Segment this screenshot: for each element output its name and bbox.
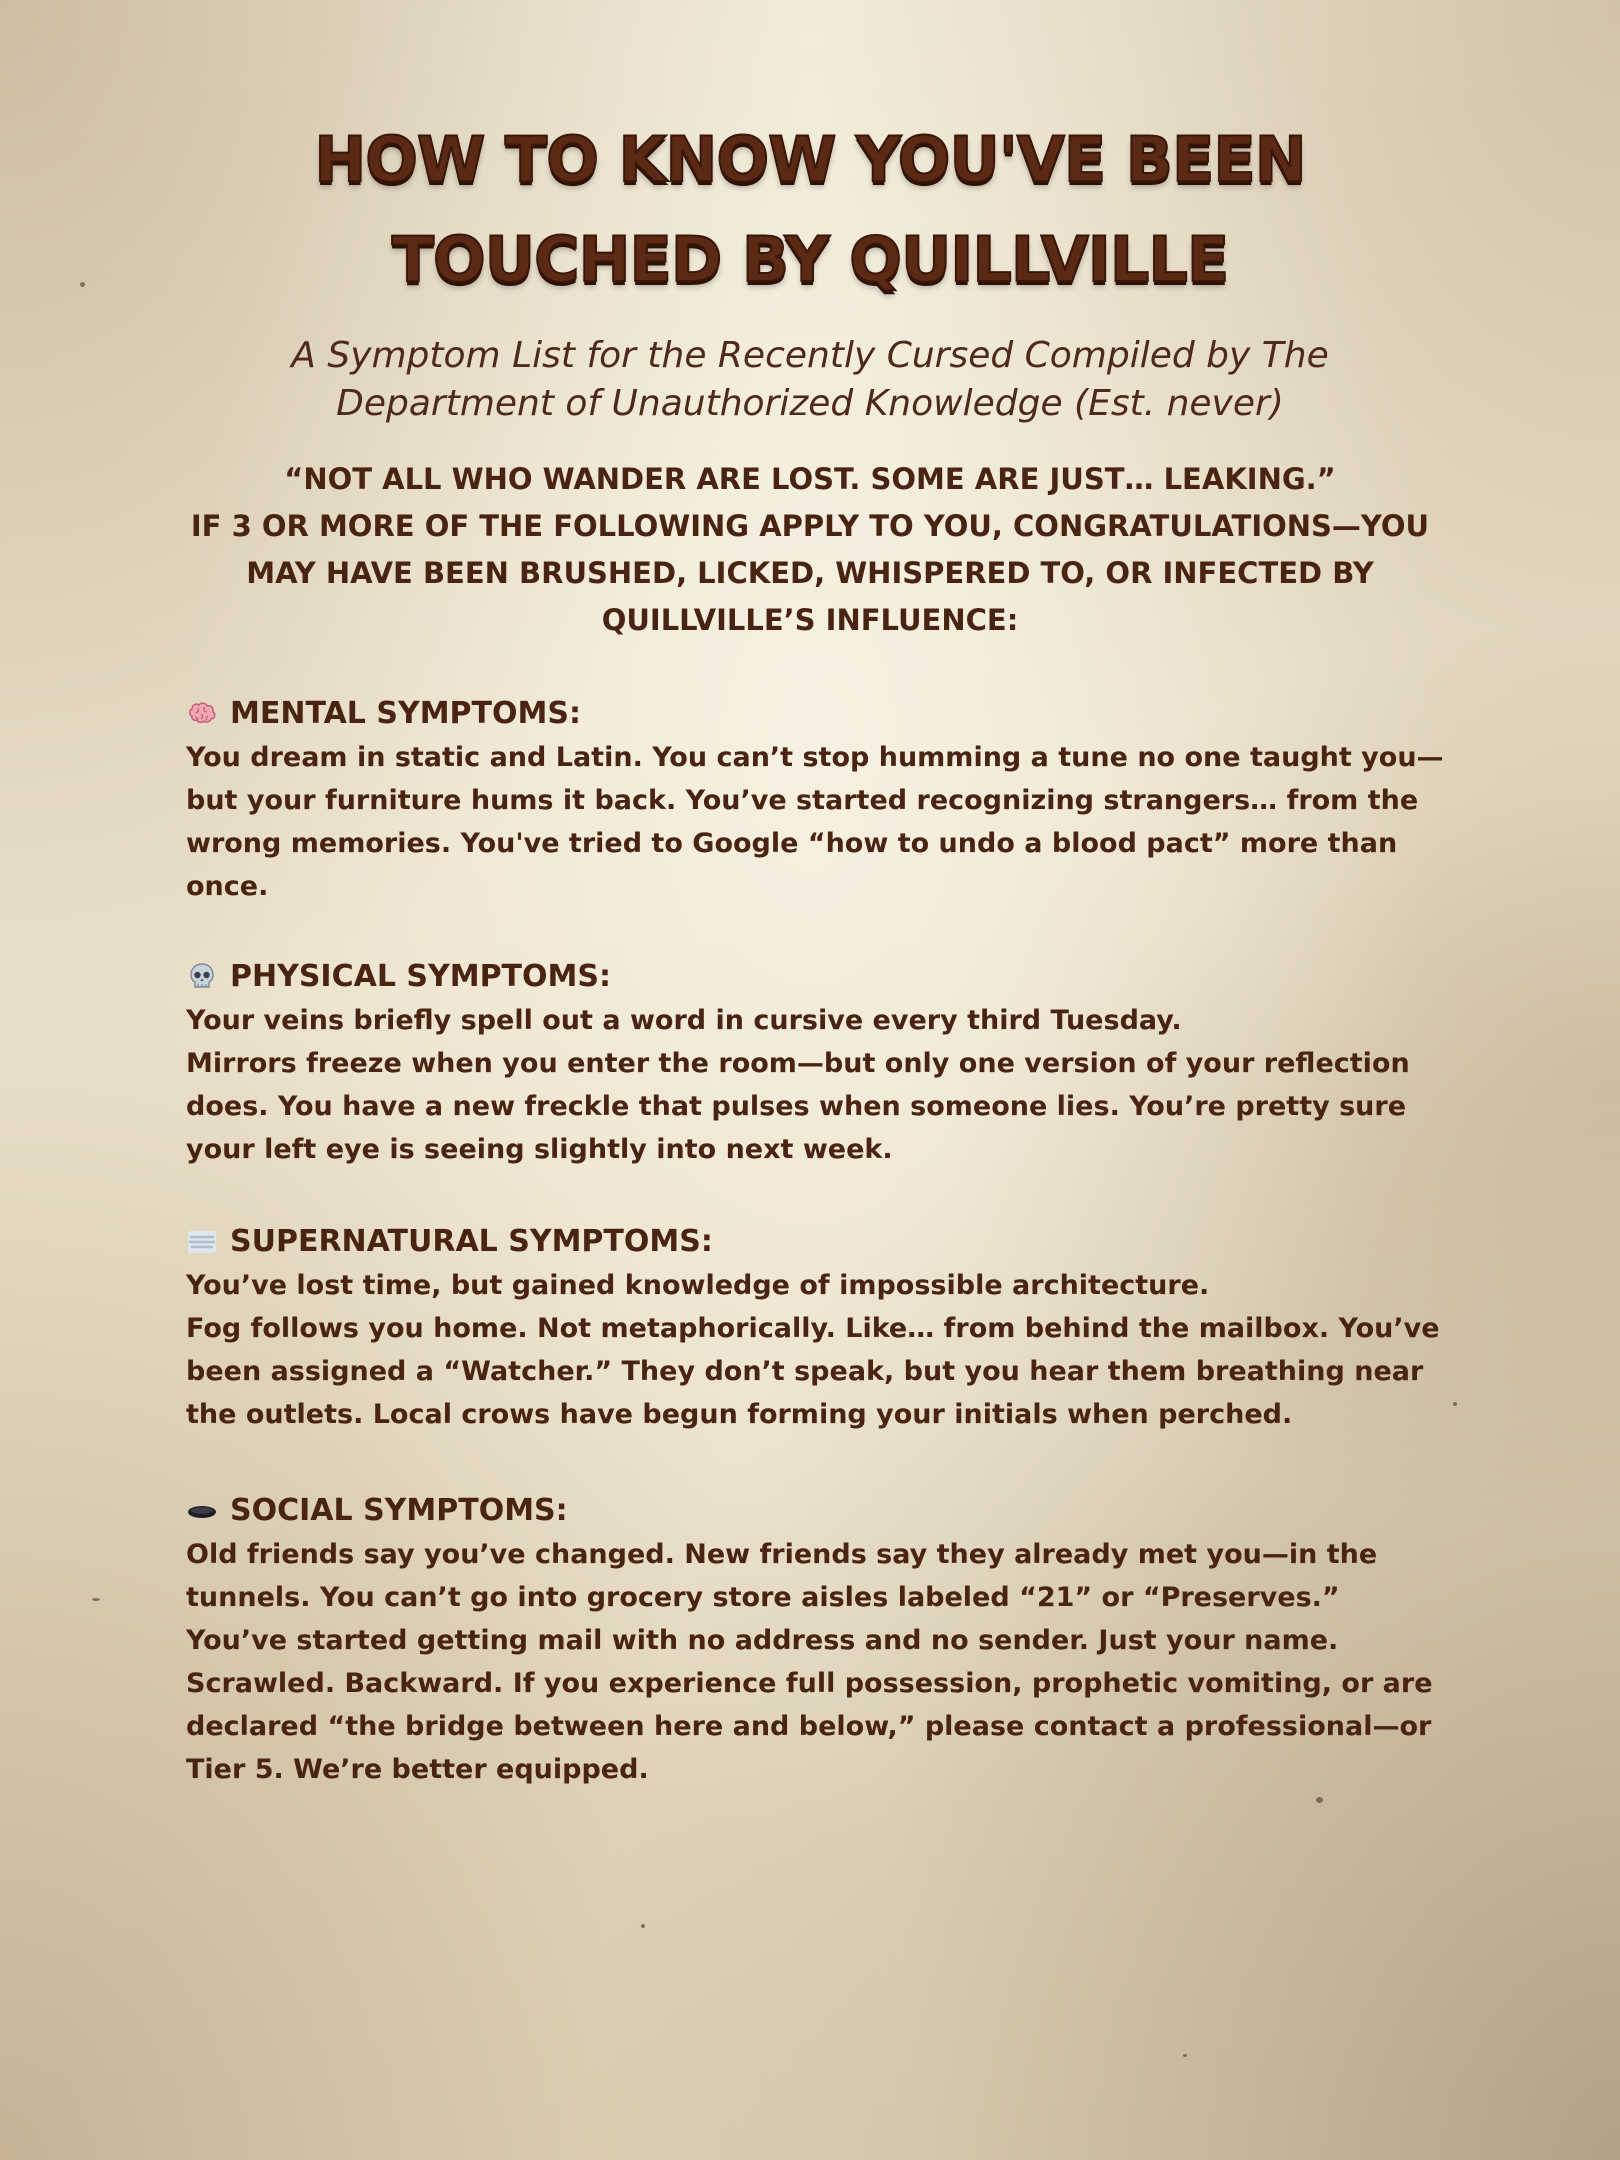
parchment-speck: [92, 1598, 100, 1601]
section-body: [186, 736, 1446, 908]
section-physical: [186, 955, 1446, 1171]
section-heading: [186, 692, 1446, 736]
section-heading-label: SOCIAL SYMPTOMS:: [230, 1493, 568, 1528]
section-heading-label: MENTAL SYMPTOMS:: [230, 696, 581, 731]
section-heading-label: SUPERNATURAL SYMPTOMS:: [230, 1224, 713, 1259]
title-line-2: TOUCHED BY QUILLVILLE: [391, 223, 1229, 296]
section-body: [186, 1264, 1446, 1436]
section-paragraph: Your veins briefly spell out a word in cursive every third Tuesday.: [186, 1005, 1182, 1036]
skull-icon: [186, 961, 218, 993]
parchment-speck: [1183, 2054, 1187, 2057]
section-heading: [186, 955, 1446, 999]
section-paragraph: Mirrors freeze when you enter the room—but only one version of your reflection does. You have a new freckle that pulses when someone lies. You’re pretty sure your left eye is seeing slightly into next week.: [186, 1048, 1410, 1165]
section-mental: [186, 692, 1446, 908]
section-paragraph: You dream in static and Latin. You can’t stop humming a tune no one taught you—but your furniture hums it back. You’ve started recognizing strangers… from the wrong memories. You've tried to Google “how to undo a blood pact” more than once.: [186, 742, 1444, 902]
parchment-speck: [1316, 1797, 1323, 1803]
section-paragraph: Old friends say you’ve changed. New friends say they already met you—in the tunnels. You can’t go into grocery store aisles labeled “21” or “Preserves.” You’ve started getting mail with no address and no sender. Just your name. Scrawled. Backward. If you experience full possession, prophetic vomiting, or are declared “the bridge between here and below,” please contact a professional—or Tier 5. We’re better equipped.: [186, 1539, 1433, 1785]
section-heading-label: PHYSICAL SYMPTOMS:: [230, 959, 611, 994]
fog-icon: [186, 1226, 218, 1258]
intro-quote: “NOT ALL WHO WANDER ARE LOST. SOME ARE JUST… LEAKING.”: [284, 462, 1336, 496]
section-heading: [186, 1489, 1446, 1533]
section-supernatural: [186, 1220, 1446, 1436]
intro-block: [180, 456, 1440, 644]
intro-text: IF 3 OR MORE OF THE FOLLOWING APPLY TO YOU, CONGRATULATIONS—YOU MAY HAVE BEEN BRUSHED, LICKED, WHISPERED TO, OR INFECTED BY QUILLVILLE’S INFLUENCE:: [190, 509, 1430, 637]
section-social: [186, 1489, 1446, 1791]
title-line-1: HOW TO KNOW YOU'VE BEEN: [314, 123, 1306, 196]
section-body: [186, 1533, 1446, 1791]
parchment-speck: [1453, 1402, 1457, 1406]
brain-icon: [186, 698, 218, 730]
section-body: [186, 999, 1446, 1171]
section-heading: [186, 1220, 1446, 1264]
section-paragraph: You’ve lost time, but gained knowledge of impossible architecture.: [186, 1270, 1210, 1301]
section-paragraph: Fog follows you home. Not metaphorically. Like… from behind the mailbox. You’ve been assigned a “Watcher.” They don’t speak, but you hear them breathing near the outlets. Local crows have begun forming your initials when perched.: [186, 1313, 1440, 1430]
page-title: [0, 110, 1620, 310]
hole-icon: [186, 1495, 218, 1527]
parchment-speck: [641, 1924, 645, 1928]
subtitle: A Symptom List for the Recently Cursed Compiled by The Department of Unauthorized Knowledge (Est. never): [291, 335, 1329, 424]
